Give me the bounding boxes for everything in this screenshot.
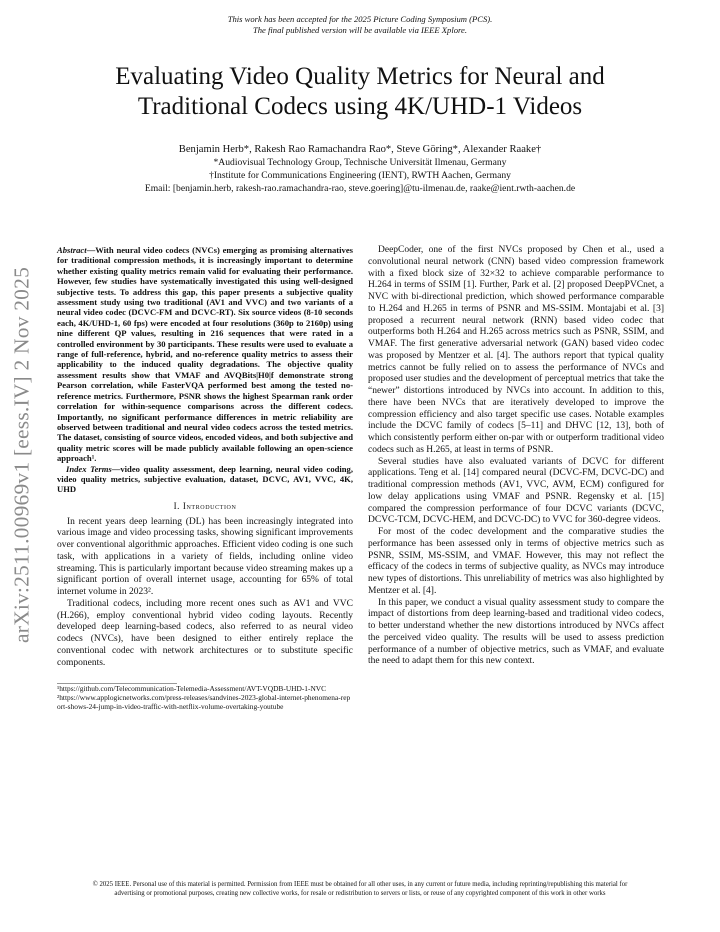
paper-title-line1: Evaluating Video Quality Metrics for Neural and — [115, 63, 605, 90]
arxiv-identifier-stamp: arXiv:2511.00969v1 [eess.IV] 2 Nov 2025 — [9, 266, 34, 644]
author-list: Benjamin Herb*, Rakesh Rao Ramachandra Rao*, Steve Göring*, Alexander Raake† — [178, 144, 542, 155]
paper-title — [40, 62, 680, 122]
intro-paragraph-1: In recent years deep learning (DL) has been increasingly integrated into various image and video processing tasks, showing significant improvements over conventional algorithmic approaches. Efficient video coding is one such task, with applications in a variety of fields, including online video streaming. This is particularly important because video streaming makes up a significant portion of overall internet usage, accounting for 65% of total internet volume in 2023². — [57, 516, 353, 597]
acceptance-notice-line2: The final published version will be available via IEEE Xplore. — [252, 25, 467, 35]
index-terms — [57, 464, 353, 495]
paper-title-line2: Traditional Codecs using 4K/UHD-1 Videos — [137, 93, 583, 120]
abstract-text: —With neural video codecs (NVCs) emerging as promising alternatives for traditional compression methods, it is increasingly important to determine whether existing quality metrics remain valid for evaluating their performance. However, few studies have systematically investigated this using well-designed subjective tests. To address this gap, this paper presents a subjective quality assessment study using two traditional (AV1 and VVC) and two variants of a neural video codec (DCVC-FM and DCVC-RT). Six source videos (8-10 seconds each, 4K/UHD-1, 60 fps) were encoded at four resolutions (360p to 2160p) using nine different QP values, resulting in 216 sequences that were rated in a controlled environment by 30 participants. These results were used to evaluate a range of full-reference, hybrid, and no-reference quality metrics to assess their applicability to the induced quality degradations. The objective quality assessment results show that VMAF and AVQBits|H0|f demonstrate strong Pearson correlation, while FasterVQA performed best among the tested no-reference metrics. Furthermore, PSNR shows the highest Spearman rank order correlation for within-sequence comparisons across the different codecs. Importantly, no significant performance differences in metric reliability are observed between traditional and neural video codecs across the tested metrics. The dataset, consisting of source videos, encoded videos, and both subjective and quality metric scores will be made publicly available following an open-science approach¹. — [57, 245, 353, 464]
section-heading-introduction: I. Introduction — [173, 500, 237, 511]
acceptance-notice-line1: This work has been accepted for the 2025 Picture Coding Symposium (PCS). — [227, 14, 493, 24]
body-paragraph-1: DeepCoder, one of the first NVCs proposed by Chen et al., used a convolutional neural network (CNN) based video compression framework with a fixed block size of 32×32 to achieve comparable performance to H.264 in terms of SSIM [1]. Further, Park et al. [2] proposed DeepPVCnet, a NVC with bi-directional prediction, which showed performance comparable to H.264 and H.265 in terms of PSNR and MS-SSIM. Montajabi et al. [3] proposed a recurrent neural network (RNN) based video codec that outperforms both H.264 and H.265 across metrics such as PSNR, SSIM, and VMAF. The first generative adversarial network (GAN) based video codec was proposed by Mentzer et al. [4]. The authors report that typical quality metrics cannot be fully relied on to assess the performance of NVCs and proposed user studies and the development of perceptual metrics that take the “newer” distortions introduced by NVCs into account. In addition to this, there have been NVCs that are iteratively developed to improve the compression efficiency and also target specific use cases. Notable examples include the DCVC family of codecs [5–11] and DHVC [12, 13], both of which consistently perform either on-par with or outperform traditional video codecs such as H.265, at least in terms of PSNR. — [368, 245, 664, 455]
arxiv-sidebar — [2, 250, 42, 660]
body-paragraph-2: Several studies have also evaluated variants of DCVC for different applications. Teng et al. [14] compared neural (DCVC-FM, DCVC-DC) and traditional compression methods (AV1, VVC, AVM, ECM) configured for low delay applications using VMAF and PSNR. Regensky et al. [15] compared the compression performance of four DCVC variants (DCVC, DCVC-TCM, DCVC-HEM, and DCVC-DC) to VVC for 360-degree videos. — [368, 456, 664, 526]
left-column — [57, 245, 353, 711]
affiliation-1: *Audiovisual Technology Group, Technische Universität Ilmenau, Germany — [213, 157, 507, 168]
index-terms-heading: Index Terms — [66, 463, 112, 474]
index-terms-text: —video quality assessment, deep learning, neural video coding, video quality metrics, subjective evaluation, dataset, DCVC, AV1, VVC, 4K, UHD — [57, 463, 354, 495]
footnote-2: ²https://www.applogicnetworks.com/press-releases/sandvines-2023-global-internet-phenomena-report-shows-24-jump-in-video-traffic-with-netflix-volume-overtaking-youtube — [57, 693, 351, 712]
ieee-copyright-notice: © 2025 IEEE. Personal use of this material is permitted. Permission from IEEE must be obtained for all other uses, in any current or future media, including reprinting/republishing this material for advertising or promotional purposes, creating new collective works, for resale or redistribution to servers or lists, or reuse of any copyrighted component of this work in other works — [92, 881, 628, 897]
body-paragraph-4: In this paper, we conduct a visual quality assessment study to compare the impact of distortions from deep learning-based and traditional video codecs, to better understand whether the new distortions introduced by NVCs affect the perceived video quality. The results will be used to assess prediction performance of a number of objective metrics, such as VMAF, and evaluate the need to adapt them for this new context. — [368, 597, 664, 667]
abstract-heading: Abstract — [57, 245, 87, 255]
right-column — [368, 245, 664, 668]
intro-paragraph-2: Traditional codecs, including more recent ones such as AV1 and VVC (H.266), employ conventional hybrid video coding layouts. Recently developed deep learning-based codecs, also referred to as neural video codecs (NVCs), have been designed to either entirely replace the conventional codec with network architectures or to substitute specific components. — [57, 598, 353, 668]
affiliation-2: †Institute for Communications Engineering (IENT), RWTH Aachen, Germany — [209, 170, 511, 181]
abstract — [57, 245, 353, 464]
footnote-1: ¹https://github.com/Telecommunication-Telemedia-Assessment/AVT-VQDB-UHD-1-NVC — [57, 684, 327, 694]
acceptance-notice — [0, 14, 720, 36]
author-emails: Email: [benjamin.herb, rakesh-rao.ramachandra-rao, steve.goering]@tu-ilmenau.de, raake@ient.rwth-aachen.de — [144, 183, 576, 194]
body-paragraph-3: For most of the codec development and the comparative studies the performance has been assessed only in terms of objective metrics such as PSNR, SSIM, MS-SSIM, and VMAF. However, this may not reflect the efficacy of the codecs in terms of subjective quality, as NVCs may introduce new types of distortions. This unreliability of metrics was also highlighted by Mentzer et al. [4]. — [368, 527, 664, 596]
